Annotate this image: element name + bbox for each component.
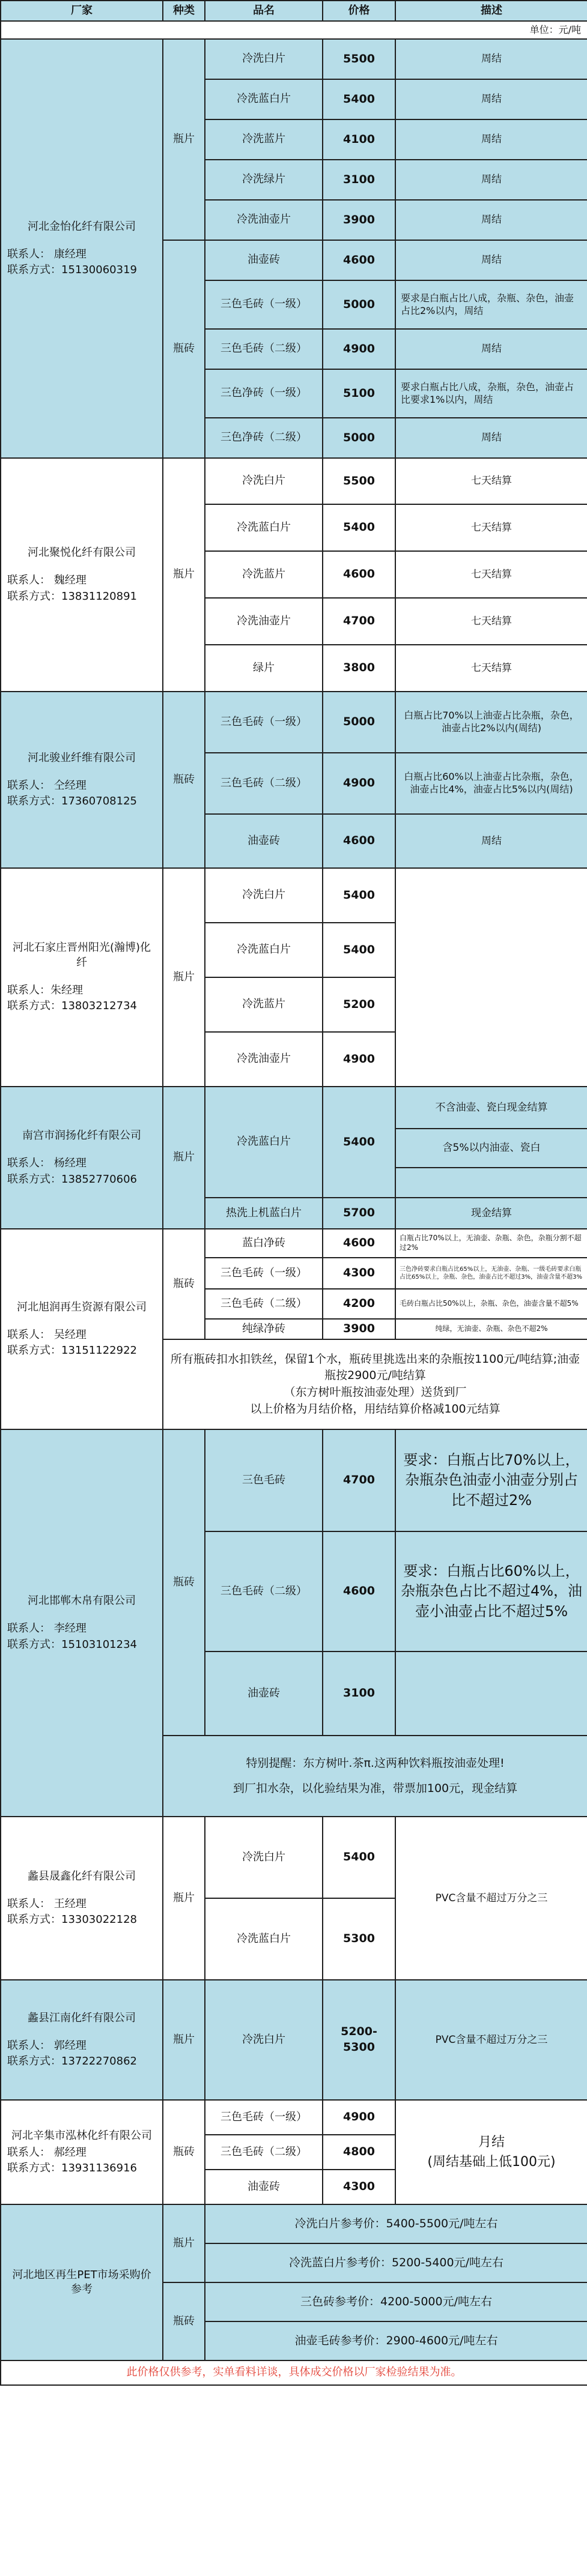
reference-line: 冷洗蓝白片参考价：5200-5400元/吨左右 <box>205 2243 587 2282</box>
price-cell: 3900 <box>323 1319 395 1339</box>
desc-cell: 周结 <box>395 200 587 240</box>
item-cell: 冷洗蓝白片 <box>205 1087 323 1198</box>
item-cell: 三色净砖（二级） <box>205 418 323 458</box>
company-cell <box>1 1429 163 1817</box>
desc-cell: 周结 <box>395 79 587 119</box>
desc-cell: 七天结算 <box>395 504 587 551</box>
company-name: 河北辛集市泓林化纤有限公司 <box>11 2129 152 2142</box>
item-cell: 纯绿净砖 <box>205 1319 323 1339</box>
item-cell: 冷洗蓝白片 <box>205 504 323 551</box>
company-name: 河北石家庄晋州阳光(瀚博)化纤 <box>12 941 151 969</box>
desc-cell: PVC含量不超过万分之三 <box>395 1817 587 1980</box>
desc-cell <box>395 1168 587 1198</box>
item-cell: 冷洗油壶片 <box>205 1032 323 1087</box>
price-cell: 4600 <box>323 814 395 868</box>
company-name: 蠡县晟鑫化纤有限公司 <box>28 1869 136 1883</box>
price-cell: 5100 <box>323 369 395 418</box>
price-cell: 4300 <box>323 2170 395 2204</box>
price-cell: 3800 <box>323 645 395 692</box>
company-cell <box>1 1087 163 1229</box>
price-cell: 5000 <box>323 692 395 753</box>
item-cell: 冷洗白片 <box>205 1817 323 1898</box>
price-cell: 5700 <box>323 1198 395 1229</box>
kind-cell: 瓶砖 <box>163 692 205 868</box>
kind-cell: 瓶砖 <box>163 2100 205 2204</box>
company-contact: 联系人： 郝经理 <box>7 2146 87 2159</box>
desc-cell: 七天结算 <box>395 458 587 504</box>
company-contact: 联系人： 仝经理 <box>7 779 87 792</box>
reference-name: 河北地区再生PET市场采购价参考 <box>1 2204 163 2360</box>
price-cell: 5500 <box>323 39 395 79</box>
desc-cell: 要求：白瓶占比60%以上，杂瓶杂色占比不超过4%，油壶小油壶占比不超过5% <box>395 1531 587 1651</box>
item-cell: 三色毛砖（二级） <box>205 2135 323 2170</box>
unit-label: 单位：元/吨 <box>1 21 587 39</box>
footer-disclaimer: 此价格仅供参考，实单看料详谈，具体成交价格以厂家检验结果为准。 <box>1 2360 587 2385</box>
desc-cell: 不含油壶、瓷白现金结算 <box>395 1087 587 1129</box>
desc-cell: 要求白瓶占比八成，杂瓶，杂色，油壶占比要求1%以内，周结 <box>395 369 587 418</box>
company-phone: 联系方式：13303022128 <box>7 1913 137 1926</box>
company-name: 南宫市润扬化纤有限公司 <box>22 1129 141 1142</box>
table-row <box>1 1429 587 1531</box>
item-cell: 三色毛砖（二级） <box>205 1289 323 1319</box>
desc-cell: 周结 <box>395 119 587 160</box>
desc-cell <box>395 1651 587 1736</box>
kind-cell: 瓶片 <box>163 1980 205 2100</box>
price-cell: 4100 <box>323 119 395 160</box>
table-row <box>1 458 587 504</box>
company-cell <box>1 2100 163 2204</box>
desc-cell: 白瓶占比60%以上油壶占比杂瓶，杂色，油壶占比4%，油壶占比5%以内(周结) <box>395 753 587 814</box>
price-cell: 5300 <box>323 1898 395 1980</box>
price-cell: 3900 <box>323 200 395 240</box>
company-name: 河北旭润再生资源有限公司 <box>17 1300 147 1314</box>
desc-cell: 七天结算 <box>395 551 587 598</box>
price-cell: 4300 <box>323 1258 395 1289</box>
price-cell: 4700 <box>323 1429 395 1531</box>
price-cell: 4900 <box>323 1032 395 1087</box>
table-row <box>1 39 587 79</box>
table-row <box>1 1817 587 1898</box>
header-desc: 描述 <box>395 1 587 21</box>
price-cell: 4700 <box>323 598 395 645</box>
desc-cell: 要求是白瓶占比八成，杂瓶、杂色，油壶占比2%以内，周结 <box>395 280 587 329</box>
item-cell: 油壶砖 <box>205 1651 323 1736</box>
price-cell: 5400 <box>323 1817 395 1898</box>
desc-cell: 纯绿，无油壶、杂瓶、杂色不超2% <box>395 1319 587 1339</box>
price-cell: 4600 <box>323 1229 395 1258</box>
item-cell: 三色毛砖（一级） <box>205 692 323 753</box>
company-cell <box>1 1229 163 1429</box>
item-cell: 冷洗蓝片 <box>205 977 323 1032</box>
table-header <box>1 1 587 21</box>
desc-cell <box>395 868 587 1087</box>
desc-cell: 白瓶占比70%以上油壶占比杂瓶，杂色，油壶占比2%以内(周结) <box>395 692 587 753</box>
price-cell: 5200 <box>323 977 395 1032</box>
company-contact: 联系人：朱经理 <box>7 984 83 997</box>
company-phone: 联系方式：13852770606 <box>7 1172 137 1186</box>
header-item: 品名 <box>205 1 323 21</box>
desc-cell: 含5%以内油壶、瓷白 <box>395 1129 587 1168</box>
item-cell: 冷洗蓝白片 <box>205 79 323 119</box>
table-row <box>1 2100 587 2135</box>
company-contact: 联系人： 李经理 <box>7 1622 87 1635</box>
header-company: 厂家 <box>1 1 163 21</box>
desc-cell: 七天结算 <box>395 645 587 692</box>
table-row <box>1 1229 587 1258</box>
price-cell: 4600 <box>323 1531 395 1651</box>
item-cell: 冷洗蓝片 <box>205 551 323 598</box>
company-phone: 联系方式：13803212734 <box>7 1000 137 1013</box>
item-cell: 三色毛砖（一级） <box>205 280 323 329</box>
kind-cell: 瓶砖 <box>163 240 205 458</box>
price-cell: 5000 <box>323 418 395 458</box>
company-note: 特别提醒：东方树叶.茶π.这两种饮料瓶按油壶处理! 到厂扣水杂，以化验结果为准，带票加100元，现金结算 <box>163 1736 587 1817</box>
kind-cell: 瓶片 <box>163 39 205 240</box>
desc-cell: 周结 <box>395 418 587 458</box>
company-contact: 联系人： 吴经理 <box>7 1328 87 1341</box>
kind-cell: 瓶片 <box>163 1817 205 1980</box>
company-cell <box>1 868 163 1087</box>
company-contact: 联系人： 王经理 <box>7 1897 87 1910</box>
item-cell: 三色净砖（一级） <box>205 369 323 418</box>
price-cell: 5400 <box>323 1087 395 1198</box>
kind-cell: 瓶片 <box>163 458 205 692</box>
price-cell: 5400 <box>323 504 395 551</box>
price-cell: 4800 <box>323 2135 395 2170</box>
desc-cell: 七天结算 <box>395 598 587 645</box>
desc-cell: 周结 <box>395 814 587 868</box>
table-row <box>1 1087 587 1129</box>
company-contact: 联系人： 郭经理 <box>7 2039 87 2052</box>
item-cell: 三色毛砖（二级） <box>205 329 323 369</box>
desc-cell: 周结 <box>395 329 587 369</box>
item-cell: 三色毛砖（二级） <box>205 1531 323 1651</box>
desc-cell: PVC含量不超过万分之三 <box>395 1980 587 2100</box>
price-cell: 5400 <box>323 923 395 977</box>
price-cell: 3100 <box>323 1651 395 1736</box>
price-cell: 5400 <box>323 868 395 923</box>
price-cell: 5200-5300 <box>323 1980 395 2100</box>
price-cell: 5400 <box>323 79 395 119</box>
item-cell: 冷洗白片 <box>205 1980 323 2100</box>
item-cell: 冷洗绿片 <box>205 160 323 200</box>
company-note: 所有瓶砖扣水扣铁丝，保留1个水，瓶砖里挑选出来的杂瓶按1100元/吨结算;油壶瓶按2900元/吨结算 （东方树叶瓶按油壶处理）送货到厂 以上价格为月结价格，用结结算价格减100元结算 <box>163 1339 587 1429</box>
kind-cell: 瓶砖 <box>163 1229 205 1339</box>
item-cell: 三色毛砖（一级） <box>205 2100 323 2135</box>
kind-cell: 瓶砖 <box>163 1429 205 1736</box>
desc-cell: 白瓶占比70%以上，无油壶、杂瓶、杂色，杂瓶分割不超过2% <box>395 1229 587 1258</box>
item-cell: 蓝白净砖 <box>205 1229 323 1258</box>
price-cell: 4200 <box>323 1289 395 1319</box>
item-cell: 冷洗油壶片 <box>205 200 323 240</box>
price-cell: 4900 <box>323 2100 395 2135</box>
desc-cell: 周结 <box>395 240 587 280</box>
company-cell <box>1 1817 163 1980</box>
table-row <box>1 868 587 923</box>
item-cell: 油壶砖 <box>205 814 323 868</box>
company-contact: 联系人： 魏经理 <box>7 574 87 587</box>
desc-cell: 月结 (周结基础上低100元) <box>395 2100 587 2204</box>
desc-cell: 三色净砖要求白瓶占比65%以上，无油壶、杂瓶、一级毛砖要求白瓶占比65%以上，杂瓶、杂色，油壶占比不超过3%，油壶含量不超3% <box>395 1258 587 1289</box>
header-price: 价格 <box>323 1 395 21</box>
header-kind: 种类 <box>163 1 205 21</box>
company-name: 蠡县江南化纤有限公司 <box>28 2011 136 2024</box>
reference-line: 油壶毛砖参考价：2900-4600元/吨左右 <box>205 2321 587 2360</box>
reference-line: 冷洗白片参考价：5400-5500元/吨左右 <box>205 2204 587 2243</box>
kind-cell: 瓶片 <box>163 1087 205 1229</box>
company-cell <box>1 1980 163 2100</box>
price-cell: 4600 <box>323 240 395 280</box>
desc-cell: 毛砖白瓶占比50%以上，杂瓶、杂色，油壶含量不超5% <box>395 1289 587 1319</box>
price-cell: 3100 <box>323 160 395 200</box>
company-name: 河北聚悦化纤有限公司 <box>28 546 136 560</box>
kind-cell: 瓶砖 <box>163 2282 205 2360</box>
company-contact: 联系人： 康经理 <box>7 247 87 261</box>
desc-cell: 周结 <box>395 39 587 79</box>
company-phone: 联系方式：13931136916 <box>7 2162 137 2175</box>
kind-cell: 瓶片 <box>163 2204 205 2282</box>
item-cell: 冷洗油壶片 <box>205 598 323 645</box>
table-row <box>1 1980 587 2100</box>
item-cell: 三色毛砖 <box>205 1429 323 1531</box>
item-cell: 三色毛砖（二级） <box>205 753 323 814</box>
item-cell: 冷洗白片 <box>205 458 323 504</box>
company-name: 河北邯郸木帛有限公司 <box>28 1594 136 1608</box>
reference-line: 三色砖参考价：4200-5000元/吨左右 <box>205 2282 587 2321</box>
price-cell: 5500 <box>323 458 395 504</box>
company-name: 河北金怡化纤有限公司 <box>28 220 136 233</box>
company-phone: 联系方式：13151122922 <box>7 1344 137 1357</box>
item-cell: 绿片 <box>205 645 323 692</box>
price-cell: 5000 <box>323 280 395 329</box>
kind-cell: 瓶片 <box>163 868 205 1087</box>
company-name: 河北骏业纤维有限公司 <box>28 751 136 764</box>
desc-cell: 周结 <box>395 160 587 200</box>
item-cell: 油壶砖 <box>205 2170 323 2204</box>
company-phone: 联系方式：17360708125 <box>7 795 137 808</box>
company-phone: 联系方式：13831120891 <box>7 590 137 603</box>
company-cell <box>1 458 163 692</box>
price-cell: 4900 <box>323 753 395 814</box>
price-cell: 4900 <box>323 329 395 369</box>
desc-cell: 现金结算 <box>395 1198 587 1229</box>
item-cell: 冷洗白片 <box>205 868 323 923</box>
item-cell: 油壶砖 <box>205 240 323 280</box>
item-cell: 冷洗蓝白片 <box>205 923 323 977</box>
table-row <box>1 692 587 753</box>
company-contact: 联系人： 杨经理 <box>7 1157 87 1170</box>
item-cell: 冷洗蓝白片 <box>205 1898 323 1980</box>
desc-cell: 要求：白瓶占比70%以上，杂瓶杂色油壶小油壶分别占比不超过2% <box>395 1429 587 1531</box>
item-cell: 冷洗蓝片 <box>205 119 323 160</box>
item-cell: 冷洗白片 <box>205 39 323 79</box>
company-phone: 联系方式：13722270862 <box>7 2055 137 2068</box>
table-row <box>1 2204 587 2243</box>
company-cell <box>1 692 163 868</box>
item-cell: 热洗上机蓝白片 <box>205 1198 323 1229</box>
item-cell: 三色毛砖（一级） <box>205 1258 323 1289</box>
company-cell <box>1 39 163 458</box>
company-phone: 联系方式：15130060319 <box>7 264 137 277</box>
company-phone: 联系方式：15103101234 <box>7 1638 137 1651</box>
price-cell: 4600 <box>323 551 395 598</box>
